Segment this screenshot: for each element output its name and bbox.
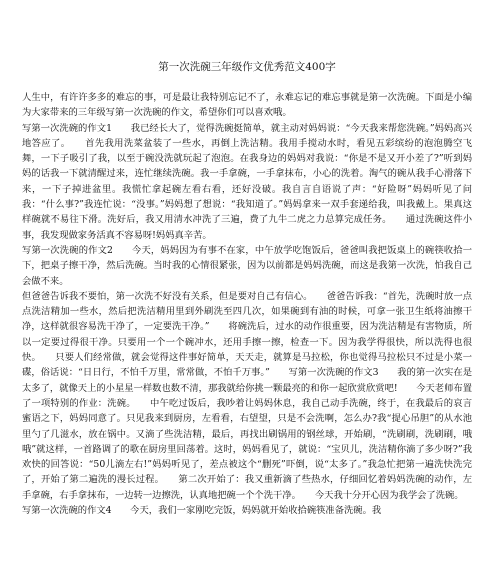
essay-2-3-paragraph: 但爸爸告诉我不要怕，第一次洗不好没有关系，但是要对自己有信心。 爸爸告诉我：“首先，洗碗时放一点点洗洁精加一些水，然后把洗洁精用里到外刷洗至四几次，如果碗到有油的时候，可拿一张卫生纸将油擦干净，这样就很容易洗干净了，一定要洗干净。” 将碗洗后，过水的动作很重要，因为洗洁精是有害物质，所以一定要过得很干净。只要用一个一个碗冲水，还用手擦一擦，检查一下。因为我学得很快，所以洗得也很快。 只要人们经常做，就会觉得这件事好简单，天天走，就算是马拉松，你也觉得马拉松只不过是小菜一碟，俗话说：“日日行，不怕千万里，常常做，不怕千万事。” 写第一次洗碗的作文3 我的第一次实在是太多了，就像天上的小星星一样数也数不清，那我就给你挑一颗最亮的和你一起欣赏欣赏吧! 今天老师布置了一项特别的作业：洗碗。 中午吃过饭后，我吵着让妈妈休息，我自己动手洗碗，终于，在我最后的哀言蜜语之下，妈妈同意了。只见我来到厨房，左看看，右望望，只是不会洗啊，怎么办?我“提心吊胆”的从水池里勺了几滋水，放在锅中。又滴了些洗洁精，最后，再找出刷锅用的钢丝球，开始刷，“洗刷刷，洗刷刷，哦哦”就这样，一首路调了的歌在厨房里回荡着。这时，妈妈看见了，就说：“宝贝儿，洗洁精你滴了多少呀?”我欢快的回答说：“50儿滴左右!”妈妈听见了，差点被这个“删死”吓倒，说“太多了。”我急忙把第一遍洗快洗完了，开始了第二遍洗的漫长过程。 第二次开始了：我又重新滴了些热水，仔细回忆着妈妈洗碗的动作，左手拿碗，右手拿抹布，一边转一边擦洗，认真地把碗一个个洗干净。 今天我十分开心因为我学会了洗碗。 [22, 290, 472, 501]
intro-paragraph: 人生中，有许许多多的难忘的事，可是最让我特别忘记不了，永难忘记的难忘事就是第一次洗碗。下面是小编为大家带来的三年级写第一次洗碗的作文，希望你们可以喜欢哦。 [22, 92, 472, 119]
essay-2-paragraph: 写第一次洗碗的作文2 今天，妈妈因为有事不在家，中午放学吃饱饭后，爸爸叫我把饭桌上的碗筷收拾一下，把桌子擦干净，然后洗碗。当时我的心情很紧张，因为以前都是妈妈洗碗，而这是我第一次洗，怕我自己会做不来。 [22, 244, 472, 287]
essay-1-paragraph: 写第一次洗碗的作文1 我已经长大了，觉得洗碗挺简单，就主动对妈妈说：“今天我来帮您洗碗。”妈妈高兴地答应了。 首先我用洗菜盆装了一些水，再倒上洗洁精。我用手搅动水时，看见五彩缤纷的泡泡腾空飞舞，一下子吸引了我，以至于碗没洗就玩起了泡泡。在我身边的妈妈对我说：“你是不是又开小差了?”听到妈妈的话我一下就清醒过来，连忙继续洗碗。我一手拿碗，一手拿抹布，小心的洗着。淘气的碗从我手心滑落下来，一下子掉进盆里。我慌忙拿起碗左看右看，还好没破。我自言自语说了声：“好险呀”妈妈听见了问我：“什么事?”我连忙说：“没事。”妈妈想了想说：“我知道了。”妈妈拿来一双手套递给我，叫我戴上。果真这样碗就不易往下滑。洗好后，我又用清水冲洗了三遍，费了九牛二虎之力总算完成任务。 通过洗碗这件小事，我发现做家务活真不容易呀!妈妈真辛苦。 [22, 122, 472, 241]
document-title: 第一次洗碗三年级作文优秀范文400字 [158, 61, 336, 73]
essay-4-paragraph: 写第一次洗碗的作文4 今天，我们一家刚吃完饭，妈妈就开始收拾碗筷准备洗碗。我 [22, 505, 382, 517]
